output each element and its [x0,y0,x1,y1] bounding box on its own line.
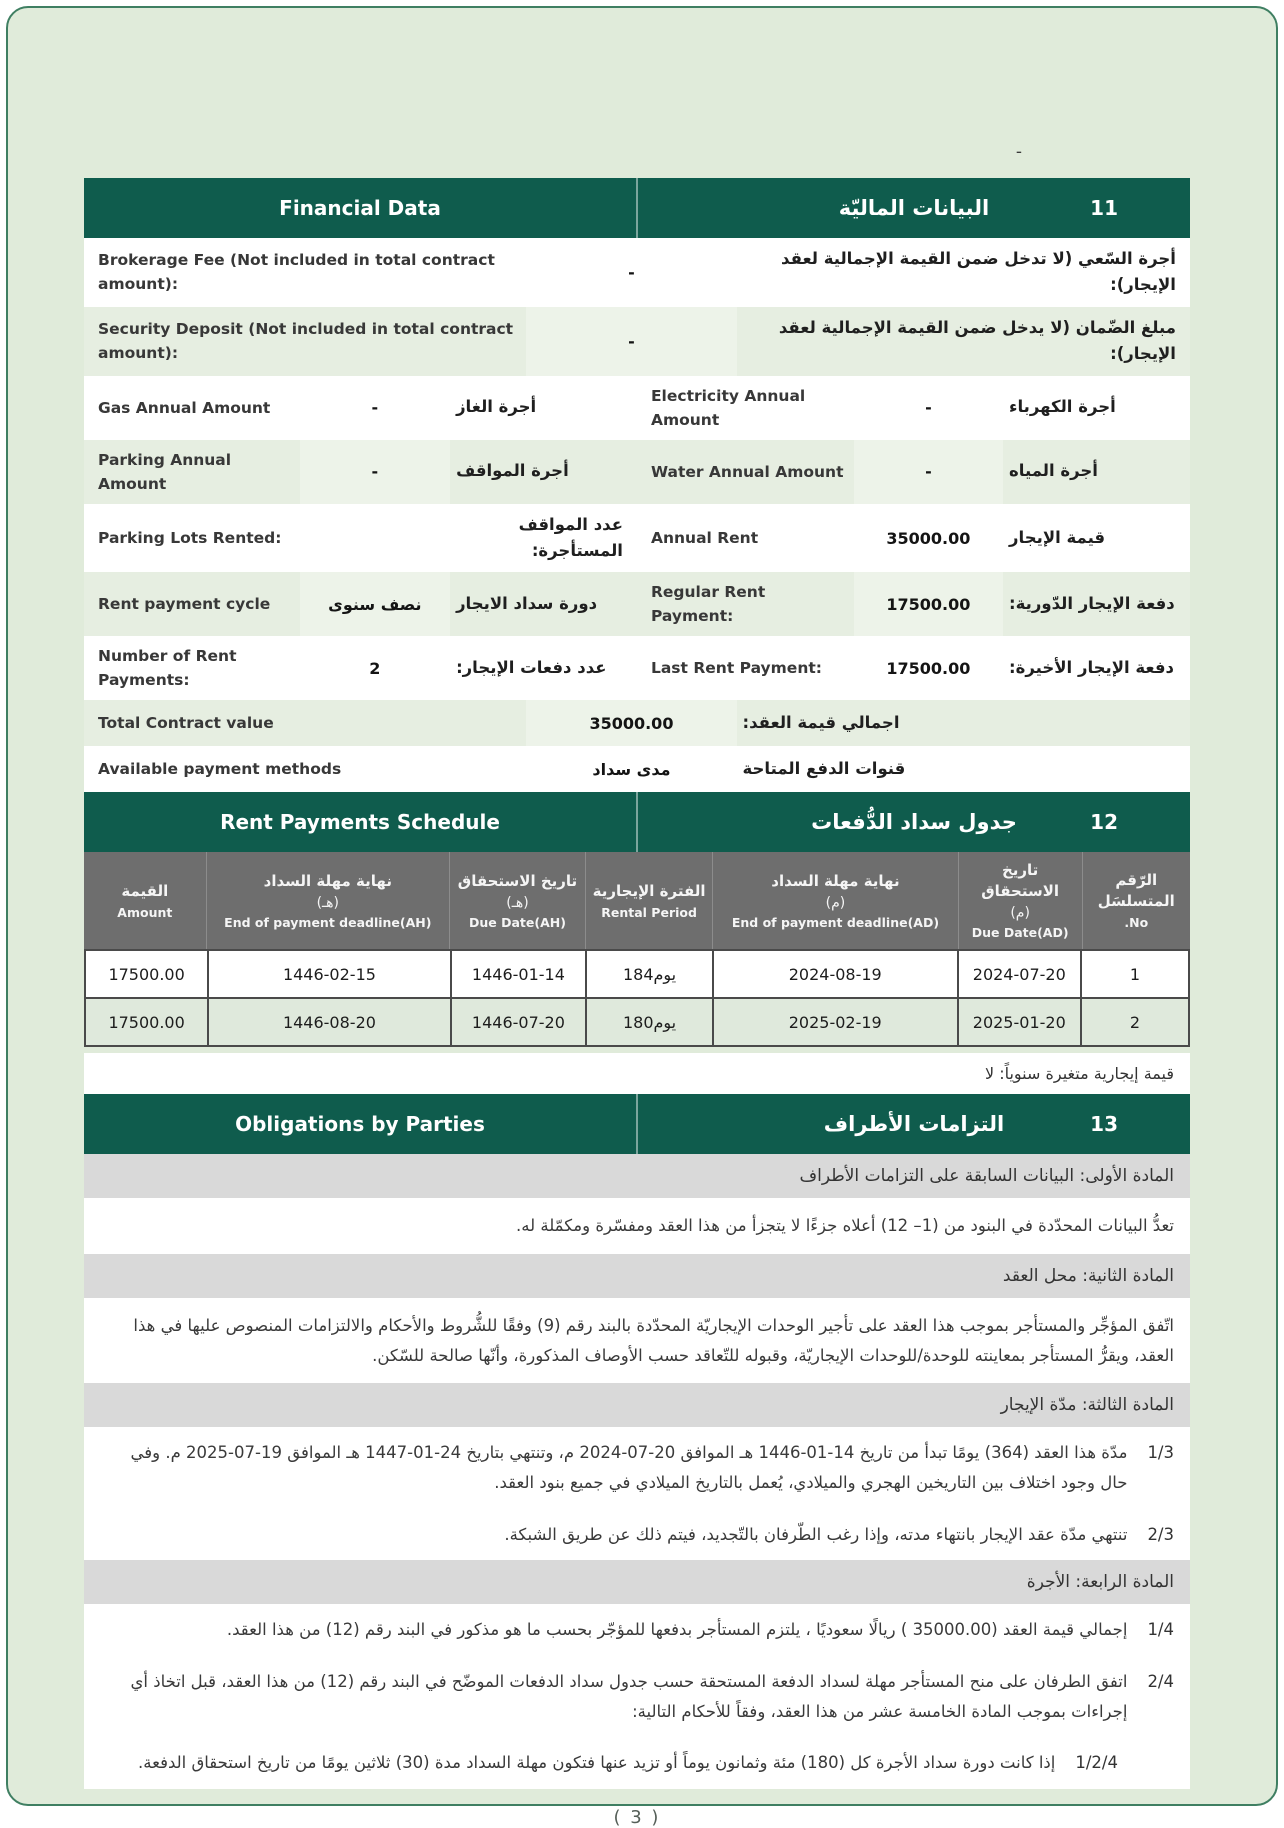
article-clause [84,1509,1190,1561]
article-heading: المادة الثالثة: مدّة الإيجار [84,1383,1190,1427]
row-label-en: Brokerage Fee (Not included in total contract amount): [98,251,495,294]
section-number: 13 [1090,1112,1118,1137]
row-label-ar: قيمة الإيجار [1009,527,1106,547]
schedule-table-body [84,949,1190,1047]
clause-text: مدّة هذا العقد (364) يومًا تبدأ من تاريخ 14-01-1446 هـ الموافق 20-07-2024 م، وتنتهي بتاريخ 24-01-1447 هـ الموافق 19-07-2025 م. وفي حال وجود اختلاف بين التاريخين الهجري والميلادي، يُعمل بالتاريخ الميلادي في جميع بنود العقد. [130,1443,1128,1492]
row-value: - [854,440,1003,504]
row-label-ar: أجرة السّعي (لا تدخل ضمن القيمة الإجمالية لعقد الإيجار): [781,249,1176,295]
row-label-en: Regular Rent Payment: [650,583,766,626]
clause-number: 1/3 [1147,1443,1174,1463]
page-number: ( 3 ) [613,1807,661,1828]
column-header-amount: القيمة Amount [117,881,173,920]
row-value [300,504,450,573]
row-value: 2 [369,658,381,678]
clause-text: تنتهي مدّة عقد الإيجار بانتهاء مدته، وإذا رغب الطّرفان بالتّجديد، فيتم ذلك عن طريق الشبكة. [504,1524,1128,1544]
article-subclause [84,1737,1190,1789]
section-number: 12 [1090,810,1118,835]
row-label-en: Number of Rent Payments: [98,647,237,690]
row-label-en: Gas Annual Amount [98,398,271,417]
table-row [86,997,1188,1045]
row-label-en: Water Annual Amount [650,462,844,481]
article-clause [84,1427,1190,1508]
clause-text: إجمالي قيمة العقد (35000.00 ) ريالًا سعوديًا ، يلتزم المستأجر بدفعها للمؤجّر بحسب ما هو مذكور في البند رقم (12) من هذا العقد. [226,1620,1128,1640]
row-label-en: Available payment methods [98,760,342,779]
clause-number: 1/4 [1147,1620,1174,1640]
column-header-deadline-ad: نهاية مهلة السداد (م) End of payment deadline(AD) [712,852,958,949]
row-label-ar: أجرة المواقف [456,461,569,481]
row-value: 17500.00 [886,658,971,678]
cell-amount: 17500.00 [108,1012,185,1032]
row-label-en: Security Deposit (Not included in total contract amount): [98,320,514,363]
column-header-serial-no: الرّقم المتسلسَل .No [1082,852,1190,949]
article-paragraph: تعدُّ البيانات المحدّدة في البنود من (1– 12) أعلاه جزءًا لا يتجزأ من هذا العقد ومفسّرة ومكمّلة له. [84,1198,1190,1254]
payments-schedule-section [84,792,1190,1094]
table-row [84,746,1190,792]
row-label-ar: عدد دفعات الإيجار: [456,658,607,678]
clause-number: 2/3 [1147,1524,1174,1544]
cell-deadline-ah: 1446-02-15 [207,951,449,997]
financial-section-header [84,178,1190,238]
obligations-section-header [84,1094,1190,1154]
article-heading: المادة الثانية: محل العقد [84,1254,1190,1298]
table-row [84,376,1190,440]
schedule-title-en: Rent Payments Schedule [220,810,500,835]
row-label-ar: مبلغ الضّمان (لا يدخل ضمن القيمة الإجمالية لعقد الإيجار): [778,317,1176,364]
cell-due-ah: 1446-07-20 [450,999,586,1045]
row-label-ar: أجرة الغاز [456,397,537,417]
clause-number: 2/4 [1147,1672,1174,1692]
obligations-section [84,1094,1190,1789]
obligations-title-en: Obligations by Parties [235,1112,485,1137]
obligations-title-ar: التزامات الأطراف 13 [636,1094,1190,1154]
table-row [86,951,1188,997]
table-row [84,238,1190,307]
row-label-ar: دفعة الإيجار الأخيرة: [1009,658,1175,678]
row-label-ar: اجمالي قيمة العقد: [742,713,900,733]
row-label-en: Rent payment cycle [98,595,271,614]
column-header-due-ah: تاريخ الاستحقاق (هـ) Due Date(AH) [449,852,585,949]
article-heading: المادة الأولى: البيانات السابقة على التزامات الأطراف [84,1154,1190,1198]
clause-number: 1/2/4 [1075,1753,1118,1773]
financial-data-section [84,178,1190,792]
cell-deadline-ad: 2024-08-19 [712,951,957,997]
row-label-en: Parking Annual Amount [98,450,232,493]
column-header-rental-period: الفترة الإيجارية Rental Period [585,852,712,949]
row-value: نصف سنوى [300,572,450,636]
row-value: - [925,398,932,418]
row-label-ar: أجرة الكهرباء [1009,397,1116,417]
table-row [84,700,1190,746]
row-label-ar: دفعة الإيجار الدّورية: [1009,594,1175,614]
clause-text: إذا كانت دورة سداد الأجرة كل (180) مئة وثمانون يوماً أو تزيد عنها فتكون مهلة السداد مدة (30) ثلاثين يومًا من تاريخ استحقاق الدفعة. [138,1753,1056,1773]
financial-title-en: Financial Data [279,196,441,220]
table-row [84,636,1190,700]
schedule-section-header [84,792,1190,852]
row-value: 35000.00 [526,700,736,746]
row-label-ar: عدد المواقف المستأجرة: [518,514,623,561]
column-header-due-ad: تاريخ الاستحقاق (م) Due Date(AD) [958,852,1082,949]
table-row [84,572,1190,636]
cell-serial-no: 2 [1080,999,1188,1045]
clause-text: اتفق الطرفان على منح المستأجر مهلة لسداد الدفعة المستحقة حسب جدول سداد الدفعات الموضّح في البند رقم (12) من هذا العقد، قبل اتخاذ أي إجراءات بموجب المادة الخامسة عشر من هذا العقد، وفقاً للأحكام التالية: [130,1672,1128,1721]
cell-due-ad: 2024-07-20 [957,951,1080,997]
page-content [84,0,1190,1828]
variable-rent-note: قيمة إيجارية متغيرة سنوياً: لا [84,1053,1190,1094]
schedule-title-ar: جدول سداد الدُّفعات 12 [636,792,1190,852]
cell-rental-period: 184يوم [585,951,712,997]
row-label-en: Parking Lots Rented: [98,529,282,547]
cell-deadline-ah: 1446-08-20 [207,999,449,1045]
cell-serial-no: 1 [1080,951,1188,997]
schedule-header-row [84,852,1190,949]
financial-title-ar: البيانات الماليّة 11 [636,178,1190,238]
article-heading: المادة الرابعة: الأجرة [84,1560,1190,1604]
table-row [84,307,1190,376]
row-label-en: Electricity Annual Amount [650,386,806,429]
row-label-ar: دورة سداد الايجار [456,594,598,614]
row-label-en: Annual Rent [650,529,759,547]
row-value: 17500.00 [854,572,1003,636]
row-value: - [371,398,379,418]
row-value: - [628,262,635,282]
column-header-deadline-ah: نهاية مهلة السداد (هـ) End of payment deadline(AH) [206,852,449,949]
article-clause [84,1604,1190,1656]
row-label-ar: قنوات الدفع المتاحة [742,759,906,779]
row-value: - [300,440,450,504]
cell-due-ad: 2025-01-20 [957,999,1080,1045]
section-number: 11 [1090,196,1118,220]
article-clause [84,1656,1190,1737]
row-label-en: Last Rent Payment: [650,659,822,678]
row-value: مدى سداد [592,759,671,779]
row-value: - [526,307,736,376]
cell-due-ah: 1446-01-14 [450,951,586,997]
cell-rental-period: 180يوم [585,999,712,1045]
row-label-ar: أجرة المياه [1009,461,1098,481]
table-row [84,440,1190,504]
top-empty-value: - [1015,142,1022,162]
table-row [84,504,1190,573]
article-paragraph: اتّفق المؤجِّر والمستأجر بموجب هذا العقد على تأجير الوحدات الإيجاريّة المحدّدة بالبند رقم (9) وفقًا للشُّروط والأحكام والالتزامات المنصوص عليها في هذا العقد، ويقرُّ المستأجر بمعاينته للوحدة/للوحدات الإيجاريّة، وقبوله للتّعاقد حسب الأوصاف المذكورة، وأنّها صالحة للسّكن. [84,1298,1190,1383]
row-label-en: Total Contract value [98,714,274,733]
cell-deadline-ad: 2025-02-19 [712,999,957,1045]
cell-amount: 17500.00 [108,964,185,984]
row-value: 35000.00 [886,528,971,548]
